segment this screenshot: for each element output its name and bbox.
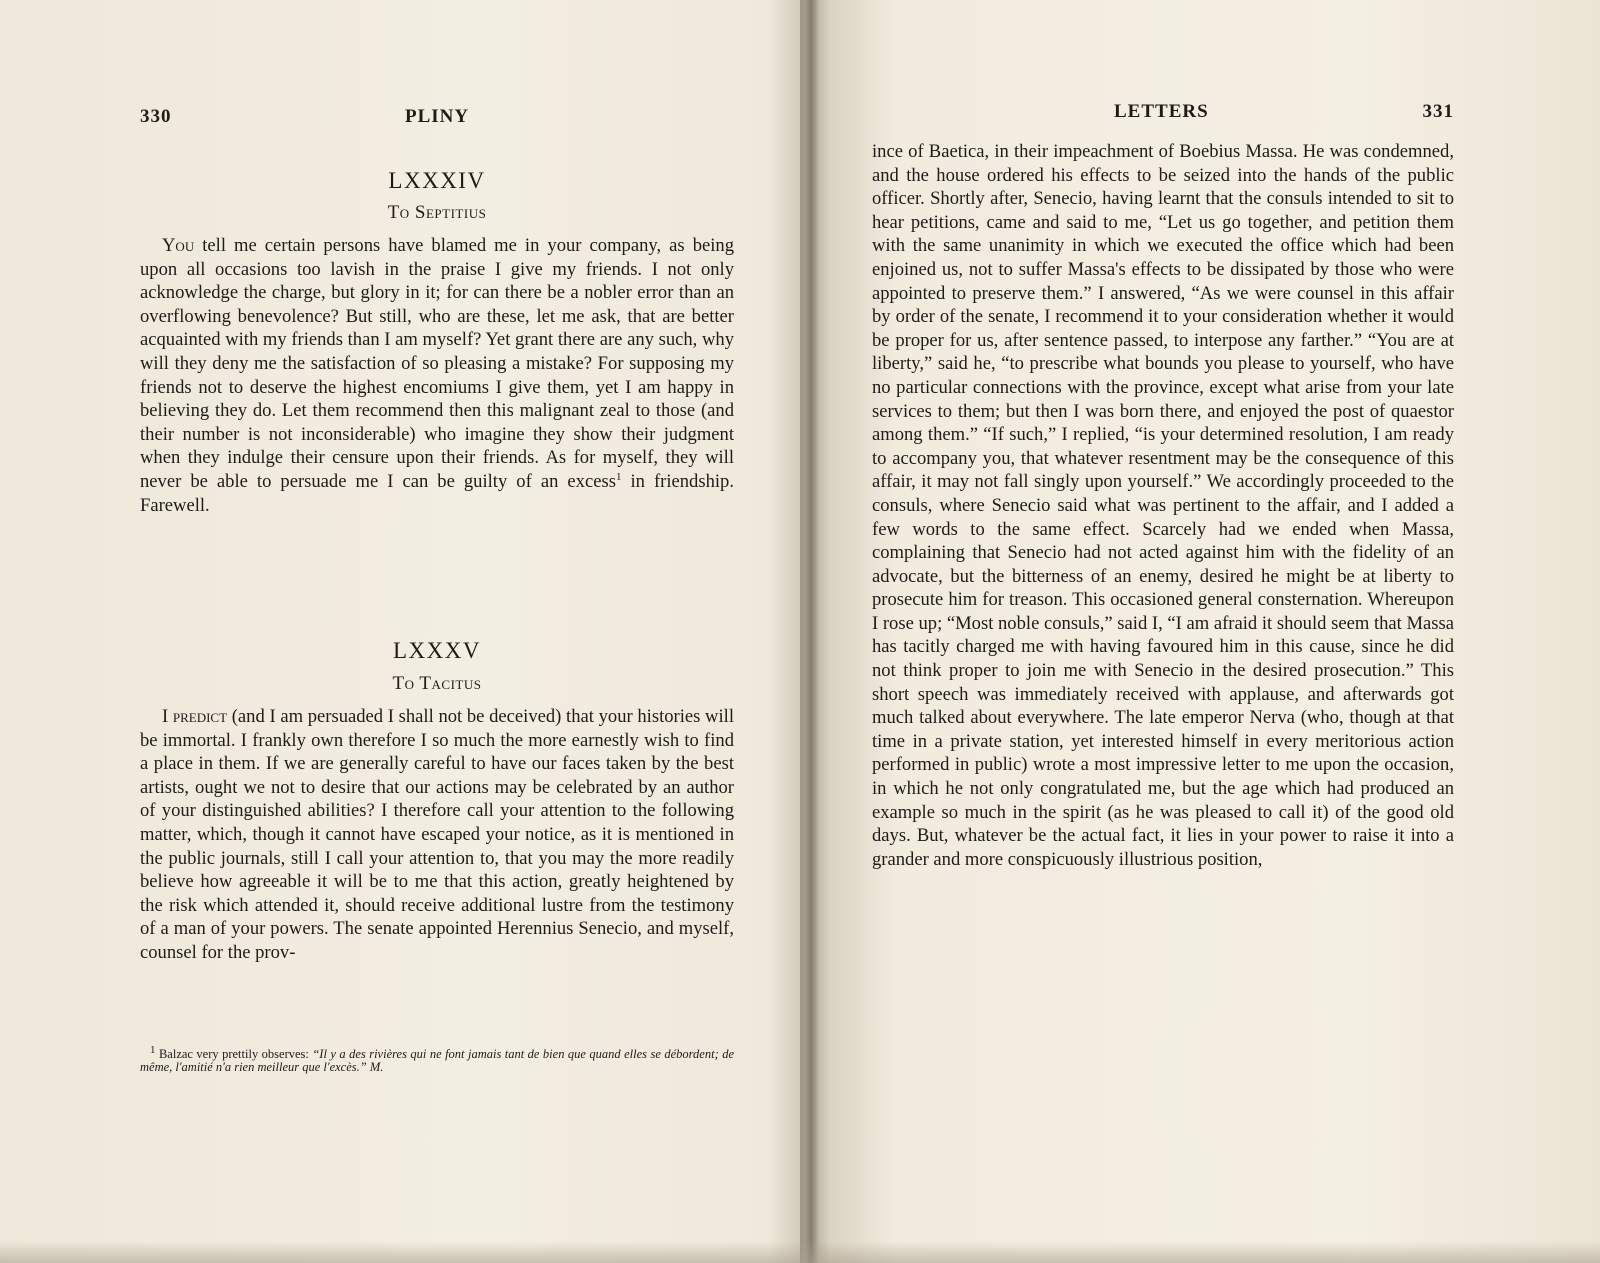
right-running-head bbox=[872, 101, 1454, 125]
footnote-reference: 1 bbox=[615, 470, 622, 483]
footnote-quote: “Il y a des rivières qui ne font jamais tant de bien que quand elles se débordent; de même, l'amitié n'a rien meilleur que l'excès.” bbox=[140, 1047, 735, 1074]
footnote bbox=[140, 1043, 735, 1074]
letter-85-recipient: To Tacitus bbox=[392, 673, 482, 694]
letter-84-number: LXXXIV bbox=[388, 168, 486, 193]
right-page-body bbox=[872, 140, 1454, 871]
letter-84-text: tell me certain persons have blamed me in your company, as being upon all occasions too lavish in the praise I give my friends. I not only acknowledge the charge, but glory in it; for can there be a nobler error than an overflowing benevolence? But still, who are these, let me ask, that are better acquainted with my friends than I am myself? Yet grant there are any such, why will they deny me the satisfaction of so pleasing a mistake? For supposing my friends not to deserve the highest encomiums I give them, yet I am happy in believing they do. Let them recommend then this malignant zeal to those (and their number is not inconsiderable) who imagine they show their judgment when they indulge their censure upon their friends. As for myself, they will never be able to persuade me I can be guilty of an excess bbox=[140, 235, 735, 492]
page-bottom-edge bbox=[0, 1241, 1600, 1263]
letter-84-text-end: in friendship. Farewell. bbox=[140, 470, 735, 516]
letter-85-number: LXXXV bbox=[393, 638, 481, 663]
gutter-shadow bbox=[800, 0, 830, 1263]
left-running-head bbox=[140, 106, 734, 130]
letter-84-recipient: To Septitius bbox=[387, 202, 487, 223]
footnote-intro: Balzac very prettily observes: bbox=[158, 1047, 313, 1061]
right-running-title: LETTERS bbox=[1114, 101, 1209, 122]
footnote-attribution: M. bbox=[369, 1060, 384, 1074]
footnote-marker: 1 bbox=[150, 1043, 156, 1056]
left-page-number: 330 bbox=[140, 106, 172, 127]
letter-84-body bbox=[140, 234, 734, 517]
letter-85-lead: I predict bbox=[162, 706, 228, 727]
left-running-title: PLINY bbox=[405, 106, 470, 127]
right-page-number: 331 bbox=[1422, 101, 1454, 122]
letter-84-lead: You bbox=[162, 235, 195, 256]
letter-85-body bbox=[140, 705, 734, 965]
letter-85-text: (and I am persuaded I shall not be deceived) that your histories will be immortal. I frankly own therefore I so much the more earnestly wish to find a place in them. If we are generally careful to have our faces taken by the best artists, ought we not to desire that our actions may be celebrated by an author of your distinguished abilities? I therefore call your attention to the following matter, which, though it cannot have escaped your notice, as it is mentioned in the public journals, still I call your attention to, that you may the more readily believe how agreeable it will be to me that this action, greatly heightened by the risk which attended it, should receive additional lustre from the testimony of a man of your powers. The senate appointed Herennius Senecio, and myself, counsel for the prov- bbox=[140, 706, 734, 963]
right-page-text: ince of Baetica, in their impeachment of Boebius Massa. He was condemned, and the house ordered his effects to be seized into the hands of the public officer. Shortly after, Senecio, having learnt that the consuls intended to sit to hear petitions, came and said to me, “Let us go together, and petition them with the same unanimity in which we executed the office which had been enjoined us, not to suffer Massa's effects to be dissipated by those who were appointed to preserve them.” I answered, “As we were counsel in this affair by order of the senate, I recommend it to your consideration whether it would be proper for us, after sentence passed, to interpose any farther.” “You are at liberty,” said he, “to prescribe what bounds you please to yourself, who have no particular connections with the province, except what arise from your late services to them; but then I was born there, and enjoyed the post of quaestor among them.” “If such,” I replied, “is your determined resolution, I am ready to accompany you, that whatever resentment may be the consequence of this affair, it may not fall singly upon yourself.” We accordingly proceeded to the consuls, where Senecio said what was pertinent to the affair, and I added a few words to the same effect. Scarcely had we ended when Massa, complaining that Senecio had not acted against him with the fidelity of an advocate, but the bitterness of an enemy, desired he might be at liberty to prosecute him for treason. This occasioned general consternation. Whereupon I rose up; “Most noble consuls,” said I, “I am afraid it should seem that Massa has tacitly charged me with having favoured him in this cause, since he did not think proper to join me with Senecio in the desired prosecution.” This short speech was immediately received with applause, and afterwards got much talked about everywhere. The late emperor Nerva (who, though at that time in a private station, yet interested himself in every meritorious action performed in public) wrote a most impressive letter to me upon the occasion, in which he not only congratulated me, but the age which had produced an example so much in the spirit (as he was pleased to call it) of the good old days. But, whatever be the actual fact, it lies in your power to raise it into a grander and more conspicuously illustrious position, bbox=[872, 141, 1454, 870]
